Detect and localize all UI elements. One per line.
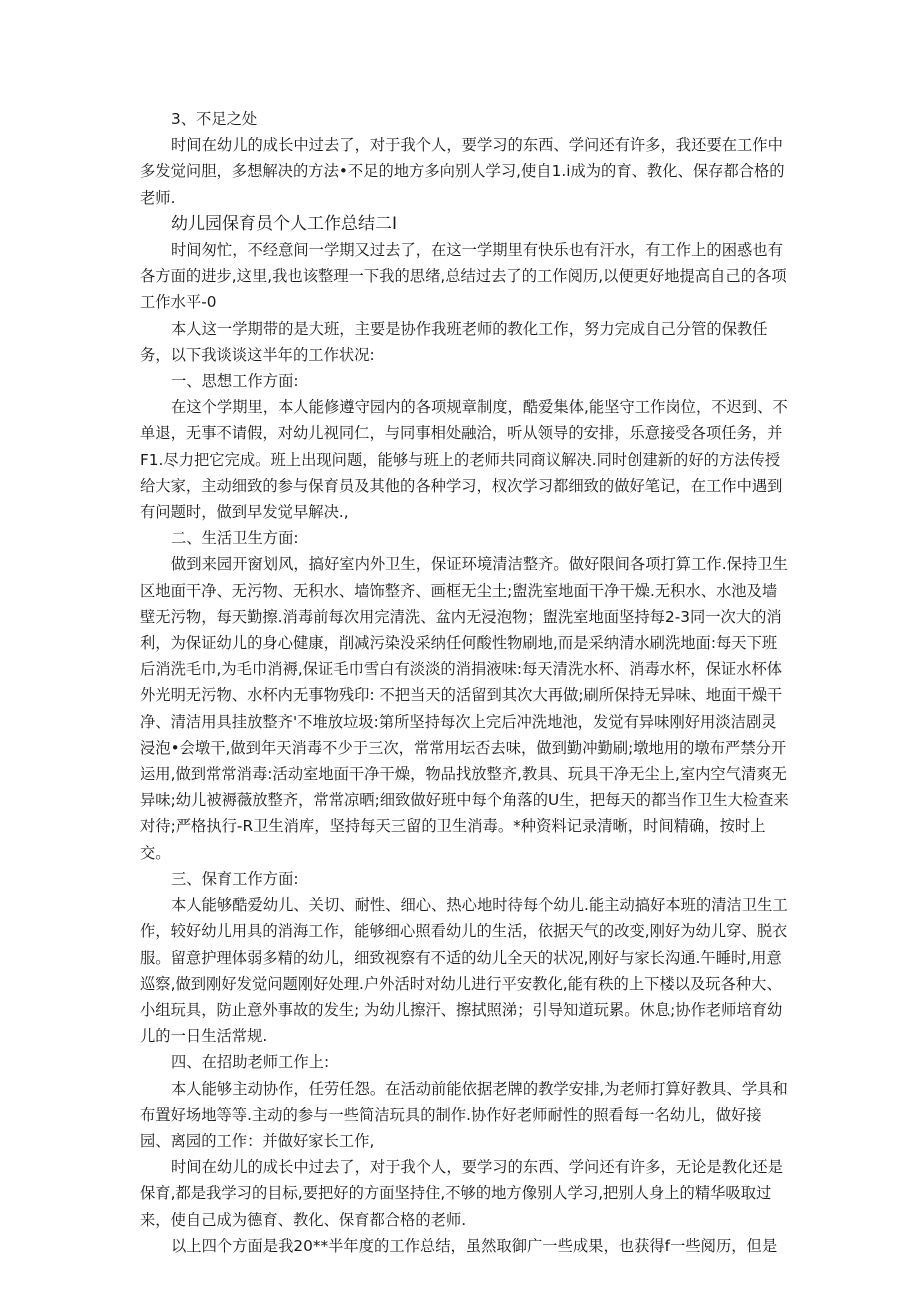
paragraph-summary: 以上四个方面是我20**半年度的工作总结，虽然取御广一些成果，也获得f一些阅历，但是 <box>171 1236 778 1255</box>
paragraph-hygiene: 做到来园开窗划风，搞好室内外卫生，保证环境清洁整齐。做好限间各项打算工作.保持卫生区地面干净、无污物、无积水、墙饰整齐、画框无尘土;盥洗室地面干净干燥.无积水、水池及墙壁无污物，每天勤擦.消毒前每次用完清洗、盆内无浸泡物；盥洗室地面坚持每2-3同一次大的消利，为保证幼儿的身心健康，削减污染没采纳任何酸性物刷地,而是采纳清水刷洗地面:每天下班后消洗毛巾,为毛巾消褥,保证毛巾雪白有淡淡的消捐液味:每天清洗水杯、消毒水杯，保证水杯体外光明无污物、水杯内无事物残印: 不把当天的活留到其次大再做;刷所保持无异味、地面干燥干净、清洁用具挂放整齐'不堆放垃圾:第所坚持每次上完后冲洗地池，发觉有异味刚好用淡洁剧灵浸泡•会墩干,做到年天消毒不少于三次，常常用坛否去味，做到勤冲勤刷;墩地用的墩布严禁分开运用,做到常常消毒:活动室地面干净干燥，物品找放整齐,教具、玩具干净无尘上,室内空气清爽无异味;幼儿被褥薇放整齐，常常凉晒;细致做好班中每个角落的U生，把每天的都当作卫生大检查来对待;严格执行-R卫生消库，坚持每天三留的卫生消毒。*种资料记录清晰，时间精确，按时上交。 <box>140 555 789 862</box>
section-heading-thought: 一、思想工作方面: <box>171 372 299 391</box>
section-heading-care: 三、保育工作方面: <box>171 869 299 888</box>
paragraph-intro: 时间匆忙，不经意间一学期又过去了，在这一学期里有快乐也有汗水，有工作上的困惑也有各方面的进步,这里,我也该整理一下我的思绪,总结过去了的工作阅历,以便更好地提高自己的各项工作水平-0 <box>140 241 787 312</box>
section-heading-hygiene: 二、生活卫生方面: <box>171 529 299 548</box>
section-heading-shortcomings: 3、不足之处 <box>171 110 258 128</box>
paragraph-shortcomings: 时间在幼儿的成长中过去了，对于我个人，要学习的东西、学问还有许多，我还要在工作中多发觉问胆，多想解决的方法•不足的地方多向别人学习,使自1.i成为的育、教化、保存都合格的老师. <box>140 136 785 207</box>
document-page <box>140 106 790 1259</box>
paragraph-overview: 本人这一学期带的是大班，主要是协作我班老师的教化工作，努力完成自己分管的保教任务，以下我谈谈这半年的工作状况: <box>140 319 768 364</box>
paragraph-reflection: 时间在幼儿的成长中过去了，对于我个人，要学习的东西、学问还有许多，无论是教化还是保育,都是我学习的目标,要把好的方面坚持住,不够的地方像别人学习,把别人身上的精华吸取过来，使自己成为德育、教化、保育都合格的老师. <box>140 1158 783 1229</box>
paragraph-assist: 本人能够主动协作，任劳任怨。在活动前能依据老牌的教学安排,为老师打算好教具、学具和布置好场地等等.主动的参与一些简洁玩具的制作.协作好老师耐性的照看每一名幼儿，做好接园、离园的工作：并做好家长工作, <box>140 1079 788 1150</box>
section-heading-assist: 四、在招助老师工作上: <box>171 1053 330 1072</box>
document-title: 幼儿园保育员个人工作总结二I <box>171 213 398 234</box>
paragraph-care: 本人能够酷爱幼儿、关切、耐性、细心、热心地时待每个幼儿.能主动搞好本班的清洁卫生工作，较好幼儿用具的消海工作，能够细心照看幼儿的生活，依据天气的改变,刚好为幼儿穿、脱衣服。留意护理体弱多精的幼儿，细致视察有不适的幼儿全天的状况,刚好与家长沟通.午睡时,用意巡察,做到刚好发觉问题刚好处理.户外活时对幼儿进行平安教化,能有秩的上下楼以及玩各种大、小组玩具，防止意外事故的发生; 为幼儿擦汗、擦拭照涕；引导知道玩累。休息;协作老师培育幼儿的一日生活常规. <box>140 896 788 1046</box>
paragraph-thought: 在这个学期里，本人能修遵守园内的各项规章制度，酷爱集体,能坚守工作岗位，不迟到、不单退，无事不请假，对幼儿视同仁，与同事相处融洽，听从领导的安排，乐意接受各项任务，并F1.尽力把它完成。班上出现问题，能够与班上的老师共同商议解决.同时创建新的好的方法传授给大家，主动细致的参与保育员及其他的各种学习，杈次学习都细致的做好笔记，在工作中遇到有问题时，做到早发觉早解决., <box>140 398 788 522</box>
